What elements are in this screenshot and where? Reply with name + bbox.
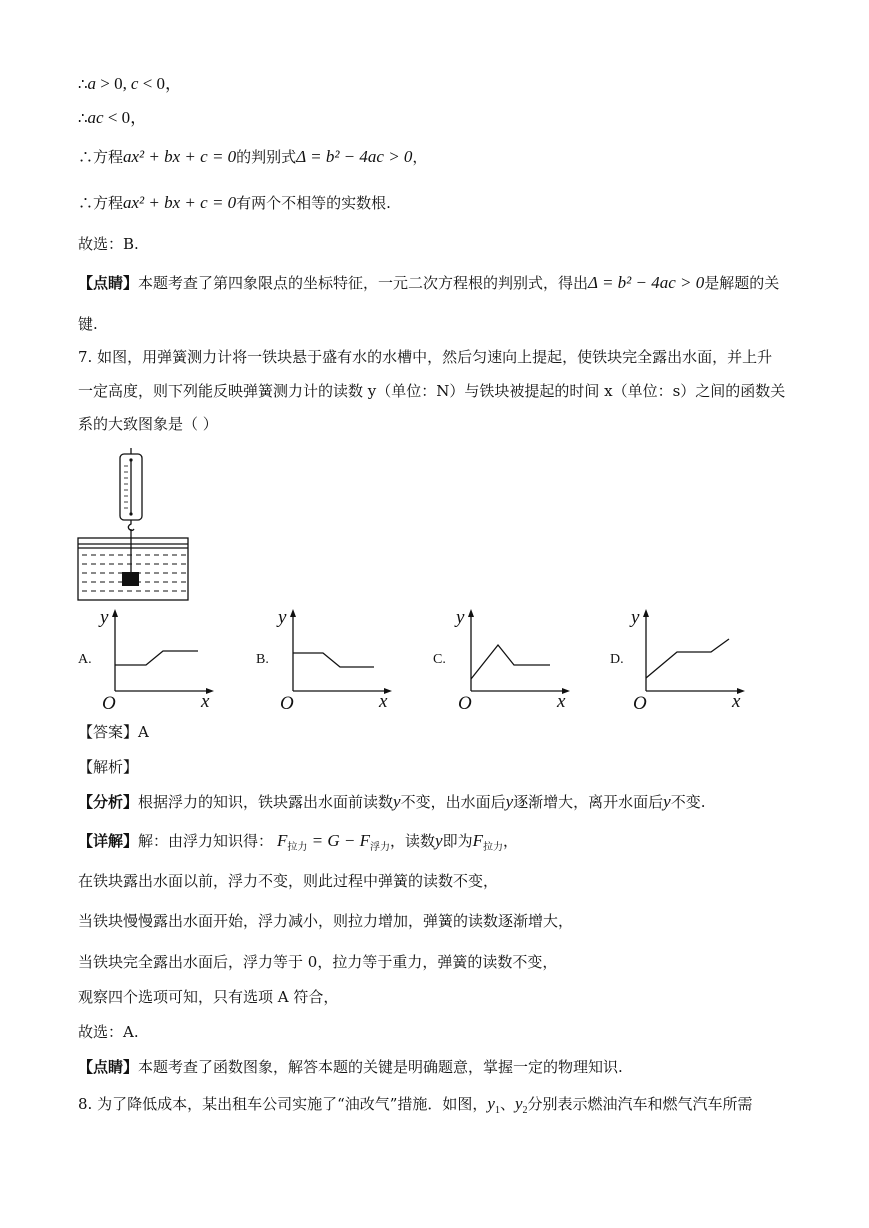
dianjing-text: 本题考查了函数图象，解答本题的关键是明确题意，掌握一定的物理知识. xyxy=(138,1058,623,1076)
dianjing-line-1 xyxy=(78,273,779,293)
spring-scale-tank-figure xyxy=(76,448,192,604)
subscript-2: 2 xyxy=(522,1105,528,1116)
therefore-symbol: ∴ xyxy=(78,109,88,127)
detail-line-1: 在铁块露出水面以前，浮力不变，则此过程中弹簧的读数不变， xyxy=(78,872,499,890)
subscript-1: 1 xyxy=(494,1105,500,1116)
therefore-symbol: ∴ xyxy=(78,75,88,93)
detail-line-4: 观察四个选项可知，只有选项 A 符合， xyxy=(78,988,339,1006)
axis-x-label: x xyxy=(201,691,210,712)
var-y: y xyxy=(393,792,401,811)
question-7-line-2: 一定高度，则下列能反映弹簧测力计的读数 y（单位：N）与铁块被提起的时间 x（单位：s）之间的函数关 xyxy=(78,382,786,400)
fenxi-text-2: 不变，出水面后 xyxy=(400,793,506,811)
var-y: y xyxy=(663,792,671,811)
var-y1: y xyxy=(487,1094,495,1113)
origin-label: O xyxy=(280,693,294,714)
expr-lt0: < 0， xyxy=(138,74,183,93)
dianjing-text-end: 是解题的关 xyxy=(704,274,780,292)
fenxi-tag: 【分析】 xyxy=(78,793,139,811)
origin-label: O xyxy=(102,693,116,714)
text-prefix: ∴方程 xyxy=(78,148,124,166)
expr-gt0: > 0, xyxy=(96,74,127,93)
fenxi-text: 根据浮力的知识，铁块露出水面前读数 xyxy=(138,793,394,811)
equation: ax² + bx + c = 0 xyxy=(123,193,237,212)
var-ac: ac xyxy=(87,108,104,127)
xiangjie-mid-2: 即为 xyxy=(442,832,473,850)
subscript-pull: 拉力 xyxy=(287,842,308,853)
var-y2: y xyxy=(514,1094,523,1113)
text-mid: 的判别式 xyxy=(236,148,297,166)
dianjing-2-line xyxy=(78,1057,623,1077)
option-b-graph xyxy=(276,603,396,713)
axis-x-label: x xyxy=(379,691,388,712)
xiangjie-text: 解：由浮力知识得： xyxy=(138,832,274,850)
var-F: F xyxy=(472,831,483,850)
xiangjie-mid: ，读数 xyxy=(390,832,436,850)
question-7-line-1: 7. 如图，用弹簧测力计将一铁块悬于盛有水的水槽中，然后匀速向上提起，使铁块完全露出水面，并上升 xyxy=(78,348,773,366)
axis-x-label: x xyxy=(557,691,566,712)
text-prefix: ∴方程 xyxy=(78,194,124,212)
subscript-buoyancy: 浮力 xyxy=(370,842,391,853)
answer-line: 【答案】A xyxy=(78,723,149,741)
expr-lt0: < 0， xyxy=(103,108,148,127)
option-d-graph xyxy=(629,603,749,713)
xiangjie-end: ， xyxy=(503,832,519,850)
analysis-title: 【解析】 xyxy=(78,758,139,776)
axis-y-label: y xyxy=(631,607,640,628)
axis-y-label: y xyxy=(100,607,109,628)
subscript-pull: 拉力 xyxy=(483,842,503,853)
formula-eq: = G − F xyxy=(307,831,371,850)
axis-y-label: y xyxy=(278,607,287,628)
var-F: F xyxy=(277,831,288,850)
question-7-line-3: 系的大致图象是（ ） xyxy=(78,415,218,433)
option-b-label: B. xyxy=(256,652,269,667)
q8-end: 分别表示燃油汽车和燃气汽车所需 xyxy=(527,1095,753,1113)
axis-y-label: y xyxy=(456,607,465,628)
text-end: 有两个不相等的实数根. xyxy=(236,194,391,212)
option-a-graph xyxy=(98,603,218,713)
origin-label: O xyxy=(633,693,647,714)
dianjing-line-2: 键. xyxy=(78,315,98,333)
line-a-gt-0 xyxy=(78,74,182,94)
equation: ax² + bx + c = 0 xyxy=(123,147,237,166)
line-two-roots xyxy=(78,193,391,213)
var-y: y xyxy=(505,792,514,811)
xiangjie-line xyxy=(78,831,518,858)
q8-sep: 、 xyxy=(499,1095,515,1113)
var-y: y xyxy=(435,831,443,850)
fenxi-text-3: 逐渐增大，离开水面后 xyxy=(513,793,664,811)
var-c: c xyxy=(130,74,139,93)
q8-text: 8. 为了降低成本，某出租车公司实施了“油改气”措施．如图， xyxy=(78,1095,488,1113)
choice-b-line: 故选：B. xyxy=(78,235,139,253)
detail-line-3: 当铁块完全露出水面后，浮力等于 0，拉力等于重力，弹簧的读数不变， xyxy=(78,953,558,971)
fenxi-line xyxy=(78,792,705,812)
xiangjie-tag: 【详解】 xyxy=(78,832,139,850)
option-a-label: A. xyxy=(78,652,92,667)
line-ac-lt-0 xyxy=(78,108,147,128)
discriminant-expr: Δ = b² − 4ac > 0 xyxy=(296,147,413,166)
axis-x-label: x xyxy=(732,691,741,712)
detail-line-2: 当铁块慢慢露出水面开始，浮力减小，则拉力增加，弹簧的读数逐渐增大， xyxy=(78,912,574,930)
text-end: ， xyxy=(412,148,428,166)
option-d-label: D. xyxy=(610,652,624,667)
question-8-line-1 xyxy=(78,1094,753,1121)
dianjing-tag: 【点睛】 xyxy=(78,274,139,292)
dianjing-tag: 【点睛】 xyxy=(78,1058,139,1076)
dianjing-text: 本题考查了第四象限点的坐标特征，一元二次方程根的判别式，得出 xyxy=(138,274,589,292)
option-c-graph xyxy=(454,603,574,713)
origin-label: O xyxy=(458,693,472,714)
discriminant-expr: Δ = b² − 4ac > 0 xyxy=(588,273,705,292)
var-a: a xyxy=(87,74,97,93)
line-discriminant xyxy=(78,147,427,167)
fenxi-text-4: 不变. xyxy=(670,793,706,811)
detail-line-5: 故选：A. xyxy=(78,1023,139,1041)
option-c-label: C. xyxy=(433,652,446,667)
